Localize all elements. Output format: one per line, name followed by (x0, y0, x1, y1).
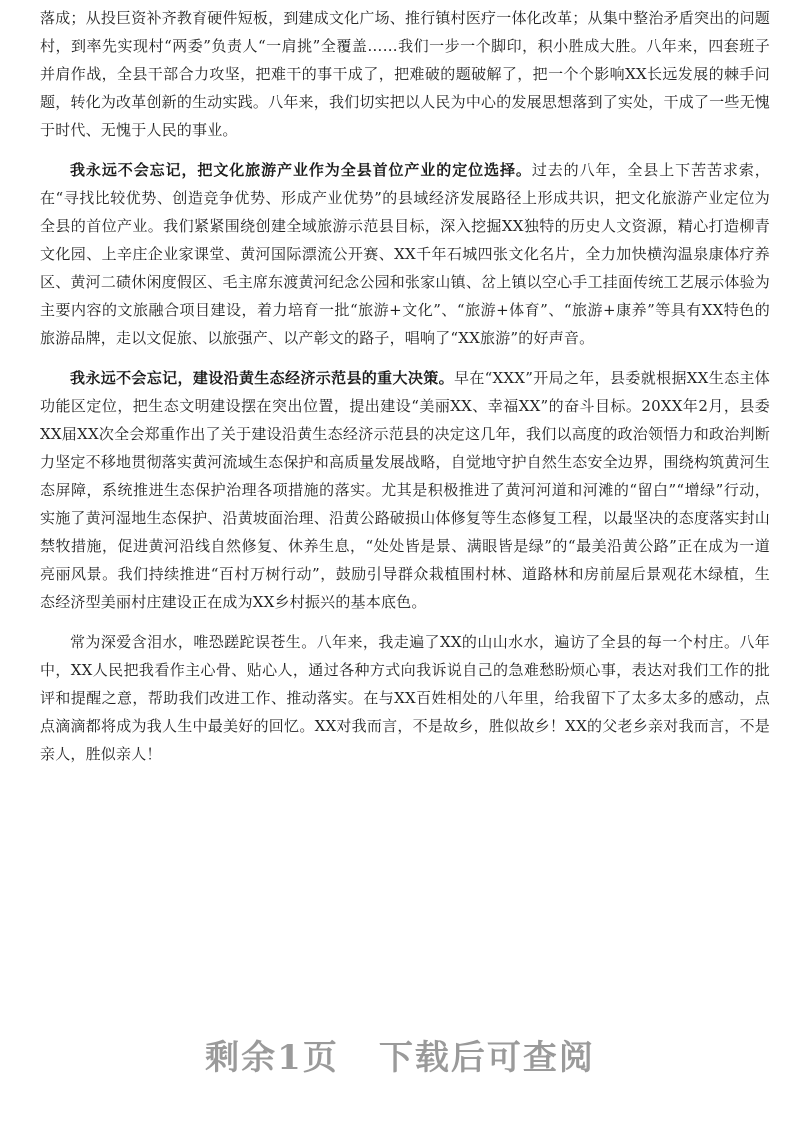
paragraph-2 (40, 156, 770, 352)
document-body (40, 4, 770, 768)
download-prompt-banner[interactable] (0, 1030, 800, 1079)
download-prompt-label: 下载后可查阅 (378, 1038, 595, 1078)
paragraph-3 (40, 364, 770, 616)
paragraph-2-lead: 我永远不会忘记，把文化旅游产业作为全县首位产业的定位选择。 (70, 161, 532, 179)
paragraph-4-text: 常为深爱含泪水，唯恐蹉跎误苍生。八年来，我走遍了XX的山山水水，遍访了全县的每一个村庄。八年中，XX人民把我看作主心骨、贴心人，通过各种方式向我诉说自己的急难愁盼烦心事，表达对我们工作的批评和提醒之意，帮助我们改进工作、推动落实。在与XX百姓相处的八年里，给我留下了太多太多的感动，点点滴滴都将成为我人生中最美好的回忆。XX对我而言，不是故乡，胜似故乡！XX的父老乡亲对我而言，不是亲人，胜似亲人！ (40, 633, 770, 763)
paragraph-4 (40, 628, 770, 768)
remaining-pages-label: 剩余1页 (205, 1038, 339, 1078)
paragraph-1-text: 落成；从投巨资补齐教育硬件短板，到建成文化广场、推行镇村医疗一体化改革；从集中整治矛盾突出的问题村，到率先实现村“两委”负责人“一肩挑”全覆盖……我们一步一个脚印，积小胜成大胜。八年来，四套班子并肩作战，全县干部合力攻坚，把难干的事干成了，把难破的题破解了，把一个个影响XX长远发展的棘手问题，转化为改革创新的生动实践。八年来，我们切实把以人民为中心的发展思想落到了实处，干成了一些无愧于时代、无愧于人民的事业。 (40, 9, 770, 139)
paragraph-3-text: 早在“XXX”开局之年，县委就根据XX生态主体功能区定位，把生态文明建设摆在突出位置，提出建设“美丽XX、幸福XX”的奋斗目标。20XX年2月，县委XX届XX次全会郑重作出了关于建设沿黄生态经济示范县的决定这几年，我们以高度的政治领悟力和政治判断力坚定不移地贯彻落实黄河流域生态保护和高质量发展战略，自觉地守护自然生态安全边界，围绕构筑黄河生态屏障，系统推进生态保护治理各项措施的落实。尤其是积极推进了黄河河道和河滩的“留白”“增绿”行动，实施了黄河湿地生态保护、沿黄坡面治理、沿黄公路破损山体修复等生态修复工程，以最坚决的态度落实封山禁牧措施，促进黄河沿线自然修复、休养生息，“处处皆是景、满眼皆是绿”的“最美沿黄公路”正在成为一道亮丽风景。我们持续推进“百村万树行动”，鼓励引导群众栽植围村林、道路林和房前屋后景观花木绿植，生态经济型美丽村庄建设正在成为XX乡村振兴的基本底色。 (40, 369, 770, 611)
paragraph-2-text: 过去的八年，全县上下苦苦求索，在“寻找比较优势、创造竞争优势、形成产业优势”的县域经济发展路径上形成共识，把文化旅游产业定位为全县的首位产业。我们紧紧围绕创建全域旅游示范县目标，深入挖掘XX独特的历史人文资源，精心打造柳青文化园、上辛庄企业家课堂、黄河国际漂流公开赛、XX千年石城四张文化名片，全力加快横沟温泉康体疗养区、黄河二碛休闲度假区、毛主席东渡黄河纪念公园和张家山镇、岔上镇以空心手工挂面传统工艺展示体验为主要内容的文旅融合项目建设，着力培育一批“旅游+文化”、“旅游+体育”、“旅游+康养”等具有XX特色的旅游品牌，走以文促旅、以旅强产、以产彰文的路子，唱响了“XX旅游”的好声音。 (40, 161, 770, 347)
paragraph-1 (40, 4, 770, 144)
paragraph-3-lead: 我永远不会忘记，建设沿黄生态经济示范县的重大决策。 (70, 369, 454, 387)
